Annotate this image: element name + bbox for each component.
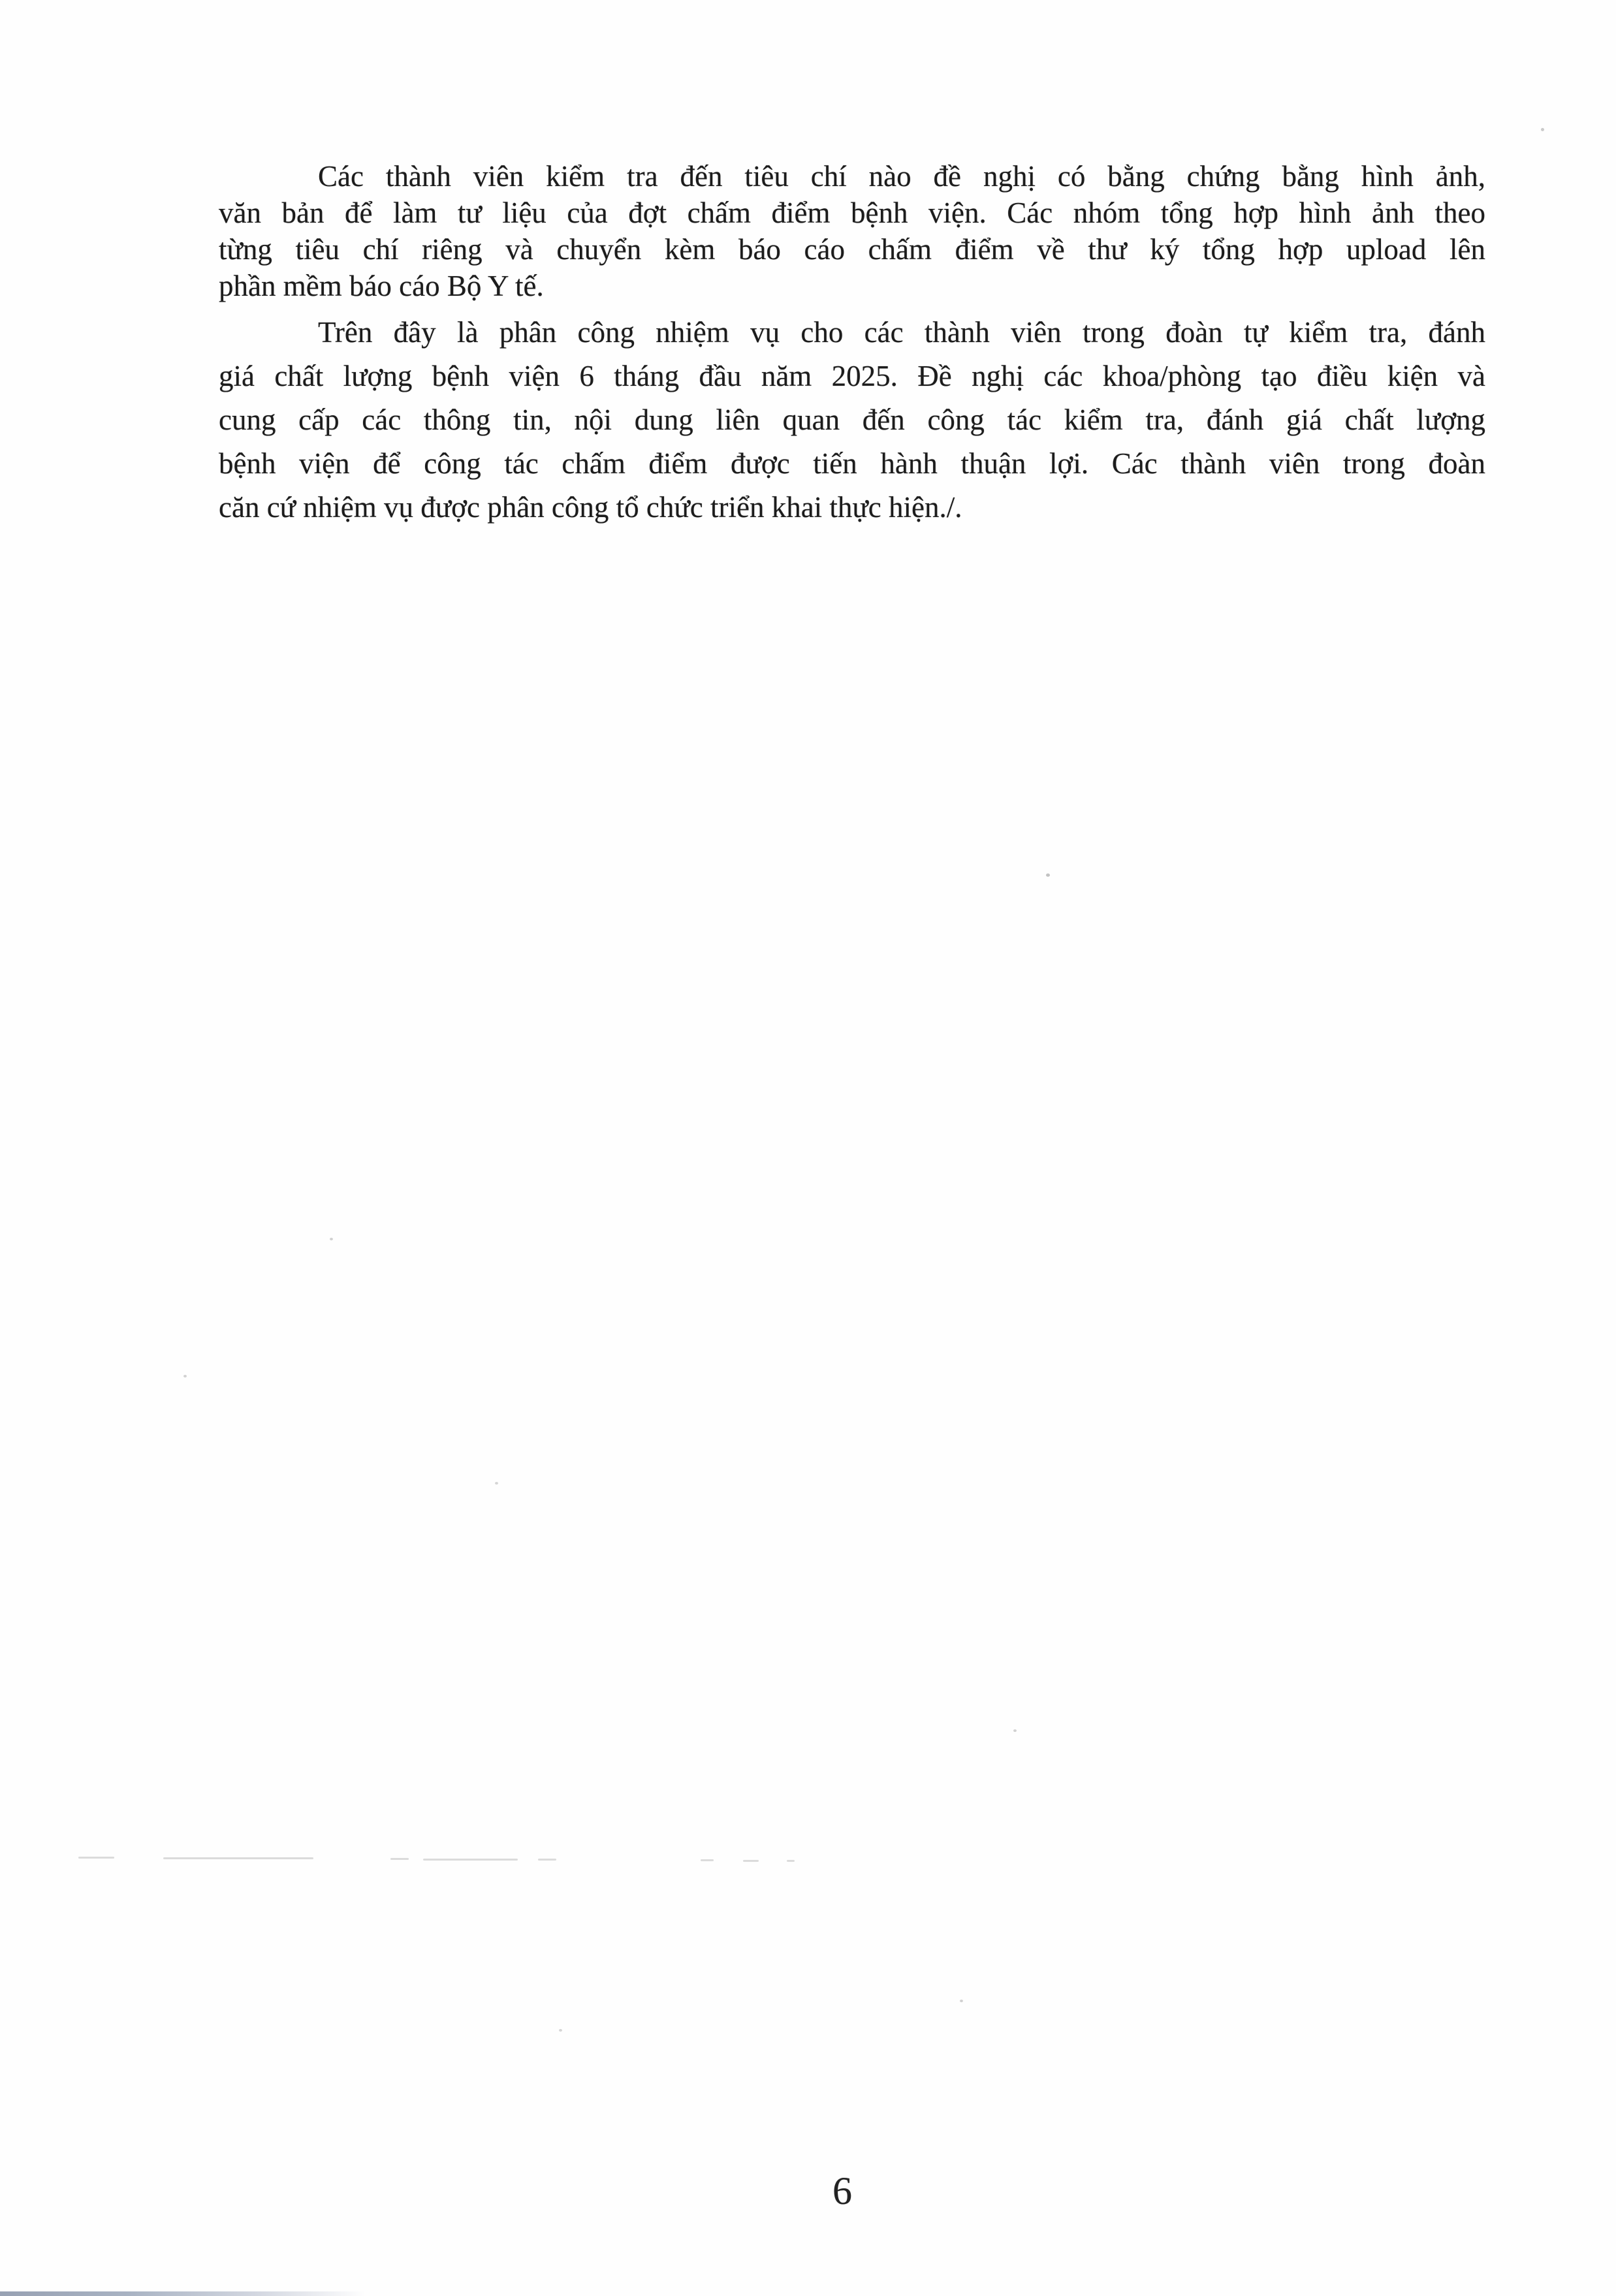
paragraph-line: giá chất lượng bệnh viện 6 tháng đầu năm 2025. Đề nghị các khoa/phòng tạo điều kiện và xyxy=(219,360,1485,392)
paragraph-line: phần mềm báo cáo Bộ Y tế. xyxy=(219,270,544,302)
page-number: 6 xyxy=(832,2169,852,2212)
paragraph-line: bệnh viện để công tác chấm điểm được tiến hành thuận lợi. Các thành viên trong đoàn xyxy=(219,447,1485,480)
paragraph-line: Trên đây là phân công nhiệm vụ cho các thành viên trong đoàn tự kiểm tra, đánh xyxy=(318,316,1485,349)
paragraph-line: từng tiêu chí riêng và chuyển kèm báo cáo chấm điểm về thư ký tổng hợp upload lên xyxy=(219,233,1485,266)
paragraph-line: cung cấp các thông tin, nội dung liên quan đến công tác kiểm tra, đánh giá chất lượng xyxy=(219,403,1485,436)
paragraph-assignment-summary xyxy=(219,311,1485,529)
paragraph-line: văn bản để làm tư liệu của đợt chấm điểm bệnh viện. Các nhóm tổng hợp hình ảnh theo xyxy=(219,197,1485,229)
paragraph-line: căn cứ nhiệm vụ được phân công tổ chức triển khai thực hiện./. xyxy=(219,491,962,524)
paragraph-line: Các thành viên kiểm tra đến tiêu chí nào đề nghị có bằng chứng bằng hình ảnh, xyxy=(318,160,1485,193)
scan-edge-artifact xyxy=(0,2291,366,2296)
paragraph-evidence-instructions xyxy=(219,158,1485,304)
